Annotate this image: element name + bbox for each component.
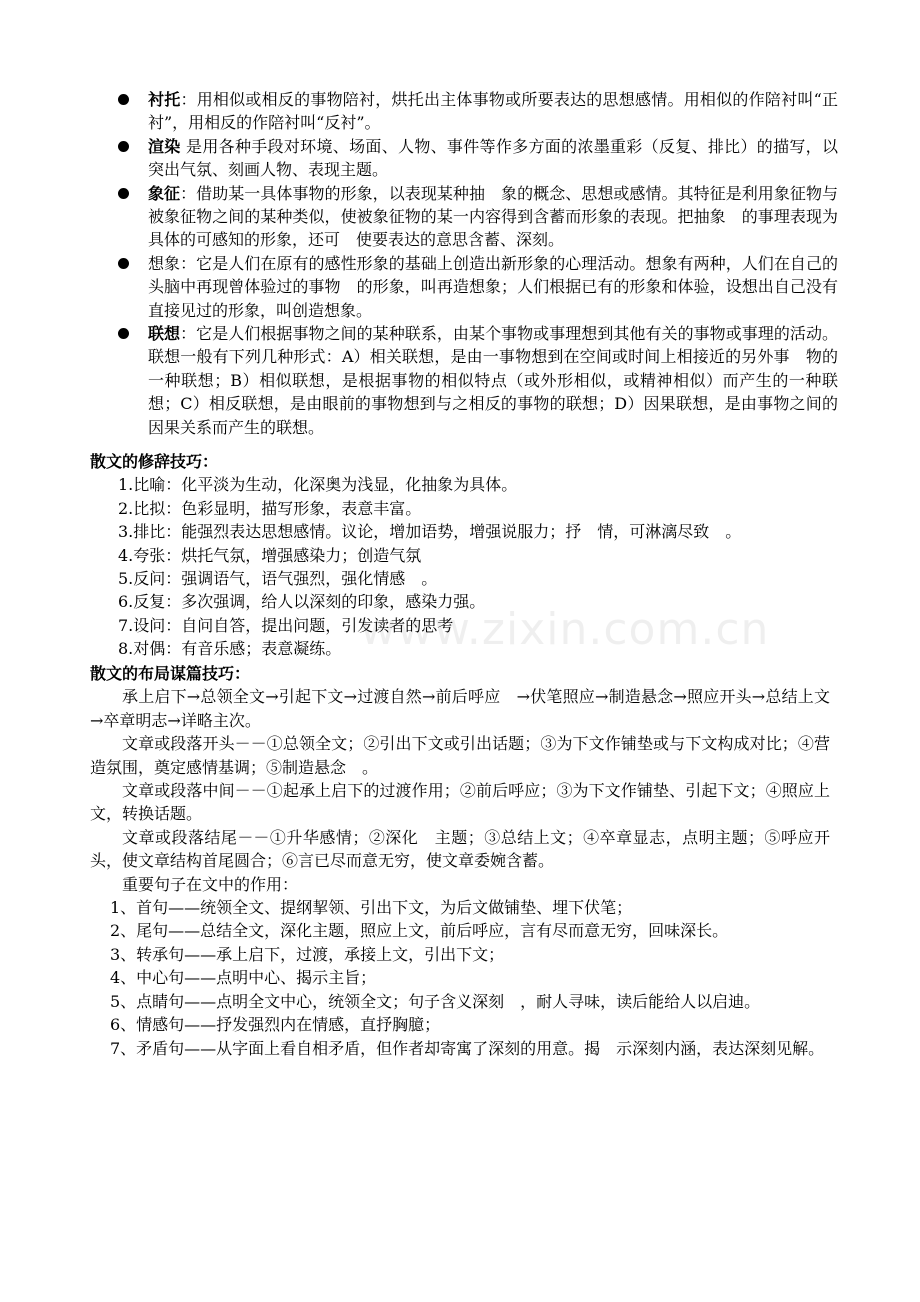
bullet-dot-icon [118,258,129,269]
sentence-role-item: 4、中心句——点明中心、揭示主旨； [110,968,377,988]
term-description: ：借助某一具体事物的形象，以表现某种抽 象的概念、思想或感情。其特征是利用象征物与被象征物之间的某种类似，使被象征物的某一内容得到含蓄而形象的表现。把抽象 的事理表现为具体的可感知的形象，还可 使要表达的意思含蓄、深刻。 [148,183,838,250]
term-label: 衬托 [148,90,181,109]
layout-skills-paragraph: 文章或段落结尾－－①升华感情；②深化 主题；③总结上文；④卒章显志，点明主题；⑤呼应开头，使文章结构首尾圆合；⑥言已尽而意无穷，使文章委婉含蓄。 [90,827,830,871]
sentence-role-item: 6、情感句——抒发强烈内在情感，直抒胸臆； [110,1015,441,1035]
rhetoric-item: 1.比喻：化平淡为生动，化深奥为浅显，化抽象为具体。 [118,475,518,495]
term-label: 联想 [148,324,181,344]
sentence-role-item: 5、点睛句——点明全文中心，统领全文；句子含义深刻 ，耐人寻味，读后能给人以启迪。 [110,991,761,1011]
rhetoric-item: 3.排比：能强烈表达思想感情。议论，增加语势，增强说服力；抒 情，可淋漓尽致 。 [118,522,742,542]
term-label: 渲染 [148,136,181,156]
bullet-dot-icon [118,188,129,199]
bullet-item-xiangzheng [118,182,838,252]
rhetoric-item: 2.比拟：色彩显明，描写形象，表意丰富。 [118,498,422,518]
term-description: ：它是人们在原有的感性形象的基础上创造出新形象的心理活动。想象有两种，人们在自己的头脑中再现曾体验过的事物 的形象，叫再造想象；人们根据已有的形象和体验，设想出自己没有直接见过的形象，叫创造想象。 [148,253,838,320]
layout-skills-paragraph: 文章或段落开头－－①总领全文；②引出下文或引出话题；③为下文作铺垫或与下文构成对比；④营造氛围，奠定感情基调；⑤制造悬念 。 [90,734,830,777]
sentence-roles-list [90,896,830,1060]
layout-skills-heading: 散文的布局谋篇技巧： [90,664,251,683]
bullet-item-lianxiang [118,322,838,439]
rhetoric-item: 7.设问：自问自答，提出问题，引发读者的思考 [118,615,454,635]
rhetoric-item: 4.夸张：烘托气氛，增强感染力；创造气氛 [118,545,422,565]
term-description: ：用相似或相反的事物陪衬，烘托出主体事物或所要表达的思想感情。用相似的作陪衬叫“正衬”，用相反的作陪衬叫“反衬”。 [148,90,838,133]
layout-skills-section [90,662,830,1060]
rhetoric-item: 8.对偶：有音乐感；表意凝练。 [118,639,342,659]
bullet-item-xuanran [118,135,838,182]
rhetoric-heading: 散文的修辞技巧： [90,452,219,471]
term-description: ：它是人们根据事物之间的某种联系，由某个事物或事理想到其他有关的事物或事理的活动。联想一般有下列几种形式：A）相关联想，是由一事物想到在空间或时间上相接近的另外事 物的一种联想；B）相似联想，是根据事物的相似特点（或外形相似，或精神相似）而产生的一种联想；C）相反联想，是由眼前的事物想到与之相反的事物的联想；D）因果联想，是由事物之间的因果关系而产生的联想。 [148,324,838,437]
sentence-role-item: 1、首句——统领全文、提纲挈领、引出下文，为后文做铺垫、埋下伏笔； [110,898,633,918]
rhetoric-item: 5.反问：强调语气，语气强烈，强化情感 。 [118,569,438,589]
sentence-role-item: 2、尾句——总结全文，深化主题，照应上文，前后呼应，言有尽而意无穷，回味深长。 [110,921,729,941]
sentence-role-item: 3、转承句——承上启下，过渡，承接上文，引出下文； [110,944,505,964]
layout-skills-paragraph: 文章或段落中间－－①起承上启下的过渡作用；②前后呼应；③为下文作铺垫、引起下文；④照应上文，转换话题。 [90,781,830,824]
bullet-dot-icon [118,328,129,339]
bullet-dot-icon [118,141,129,152]
bullet-dot-icon [118,94,129,105]
sentence-roles-intro: 重要句子在文中的作用： [122,874,299,894]
technique-bullet-list [118,88,838,439]
term-label: 象征 [148,183,181,203]
term-description: 是用各种手段对环境、场面、人物、事件等作多方面的浓墨重彩（反复、排比）的描写，以突出气氛、刻画人物、表现主题。 [148,136,838,180]
term-label: 想象 [148,253,181,273]
bullet-item-xiangxiang [118,252,838,322]
bullet-item-chentuo [118,88,838,135]
rhetoric-item: 6.反复：多次强调，给人以深刻的印象，感染力强。 [118,592,486,612]
layout-skills-paragraph: 承上启下→总领全文→引起下文→过渡自然→前后呼应 →伏笔照应→制造悬念→照应开头→总结上文→卒章明志→详略主次。 [90,687,830,730]
sentence-role-item: 7、矛盾句——从字面上看自相矛盾，但作者却寄寓了深刻的用意。揭 示深刻内涵，表达深刻见解。 [110,1038,825,1058]
watermark: www.zixin.com.cn [360,604,770,655]
